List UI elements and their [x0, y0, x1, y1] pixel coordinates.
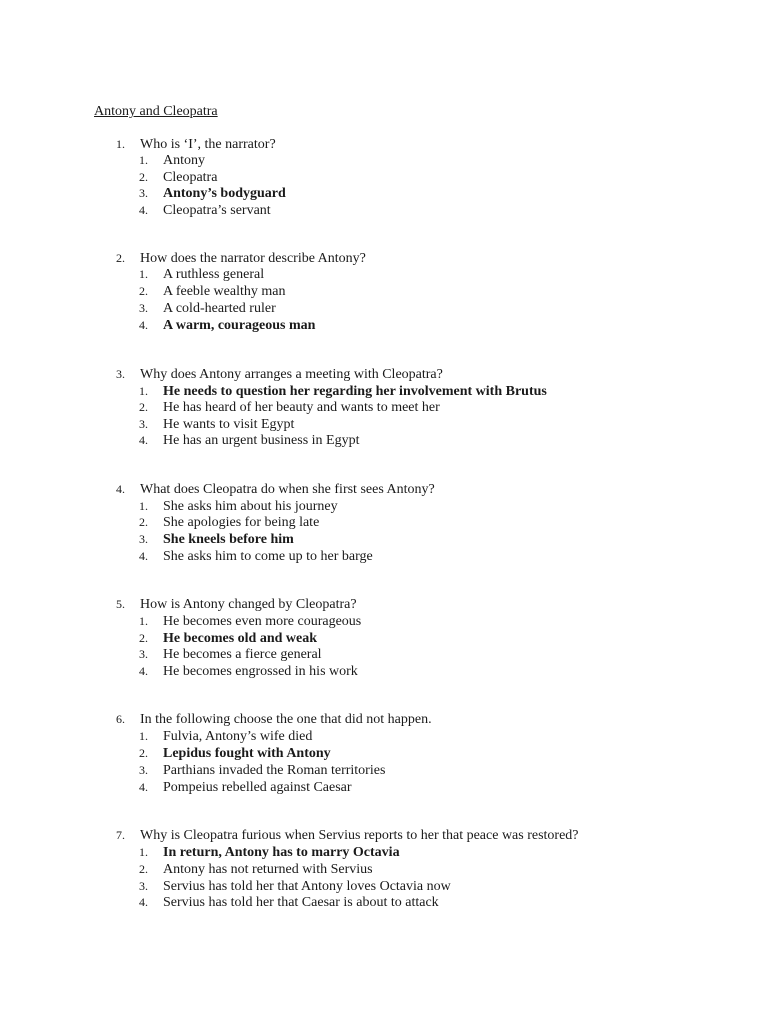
option-number: 2.: [139, 170, 148, 184]
option-text: Antony has not returned with Servius: [163, 862, 373, 877]
option-text: Cleopatra’s servant: [163, 203, 271, 218]
option-text: A cold-hearted ruler: [163, 301, 276, 316]
option-number: 4.: [139, 318, 148, 332]
option-number: 1.: [139, 153, 148, 167]
option-number: 3.: [139, 647, 148, 661]
option-number: 3.: [139, 532, 148, 546]
option-text: He wants to visit Egypt: [163, 417, 295, 432]
option-number: 1.: [139, 614, 148, 628]
question-number: 7.: [116, 828, 125, 842]
option-number: 4.: [139, 895, 148, 909]
option-number: 3.: [139, 763, 148, 777]
option-text: He becomes old and weak: [163, 631, 317, 646]
option-text: Antony’s bodyguard: [163, 186, 286, 201]
option-number: 2.: [139, 746, 148, 760]
option-number: 1.: [139, 845, 148, 859]
option-number: 4.: [139, 549, 148, 563]
option-text: He becomes engrossed in his work: [163, 664, 358, 679]
question-text: Why does Antony arranges a meeting with Cleopatra?: [140, 367, 443, 382]
option-text: She asks him about his journey: [163, 499, 338, 514]
option-text: Fulvia, Antony’s wife died: [163, 729, 313, 744]
option-text: He becomes even more courageous: [163, 614, 362, 629]
option-number: 1.: [139, 384, 148, 398]
option-text: She asks him to come up to her barge: [163, 549, 373, 564]
option-number: 4.: [139, 664, 148, 678]
option-text: Antony: [163, 153, 205, 168]
option-number: 1.: [139, 267, 148, 281]
option-text: Cleopatra: [163, 170, 218, 185]
option-text: She kneels before him: [163, 532, 294, 547]
option-text: Parthians invaded the Roman territories: [163, 763, 386, 778]
question-text: What does Cleopatra do when she first sees Antony?: [140, 482, 435, 497]
option-number: 4.: [139, 780, 148, 794]
question-text: How does the narrator describe Antony?: [140, 251, 366, 266]
option-number: 1.: [139, 499, 148, 513]
option-number: 3.: [139, 301, 148, 315]
question-text: In the following choose the one that did not happen.: [140, 712, 432, 727]
option-text: A warm, courageous man: [163, 318, 316, 333]
question-text: Who is ‘I’, the narrator?: [140, 137, 276, 152]
option-number: 4.: [139, 433, 148, 447]
option-text: A feeble wealthy man: [163, 284, 286, 299]
option-number: 2.: [139, 515, 148, 529]
option-number: 3.: [139, 186, 148, 200]
question-number: 6.: [116, 712, 125, 726]
option-text: He becomes a fierce general: [163, 647, 322, 662]
question-number: 3.: [116, 367, 125, 381]
question-number: 5.: [116, 597, 125, 611]
option-text: He needs to question her regarding her involvement with Brutus: [163, 384, 547, 399]
option-text: He has an urgent business in Egypt: [163, 433, 360, 448]
question-text: Why is Cleopatra furious when Servius reports to her that peace was restored?: [140, 828, 579, 843]
option-text: Pompeius rebelled against Caesar: [163, 780, 352, 795]
question-number: 1.: [116, 137, 125, 151]
option-number: 2.: [139, 400, 148, 414]
question-number: 2.: [116, 251, 125, 265]
option-number: 2.: [139, 631, 148, 645]
option-text: She apologies for being late: [163, 515, 320, 530]
option-text: Lepidus fought with Antony: [163, 746, 331, 761]
question-text: How is Antony changed by Cleopatra?: [140, 597, 357, 612]
document-title: Antony and Cleopatra: [94, 104, 218, 119]
option-text: In return, Antony has to marry Octavia: [163, 845, 400, 860]
option-text: He has heard of her beauty and wants to meet her: [163, 400, 440, 415]
option-text: Servius has told her that Caesar is about to attack: [163, 895, 439, 910]
option-number: 4.: [139, 203, 148, 217]
option-number: 3.: [139, 879, 148, 893]
option-text: A ruthless general: [163, 267, 265, 282]
option-number: 2.: [139, 862, 148, 876]
option-text: Servius has told her that Antony loves Octavia now: [163, 879, 451, 894]
option-number: 3.: [139, 417, 148, 431]
question-number: 4.: [116, 482, 125, 496]
option-number: 1.: [139, 729, 148, 743]
option-number: 2.: [139, 284, 148, 298]
